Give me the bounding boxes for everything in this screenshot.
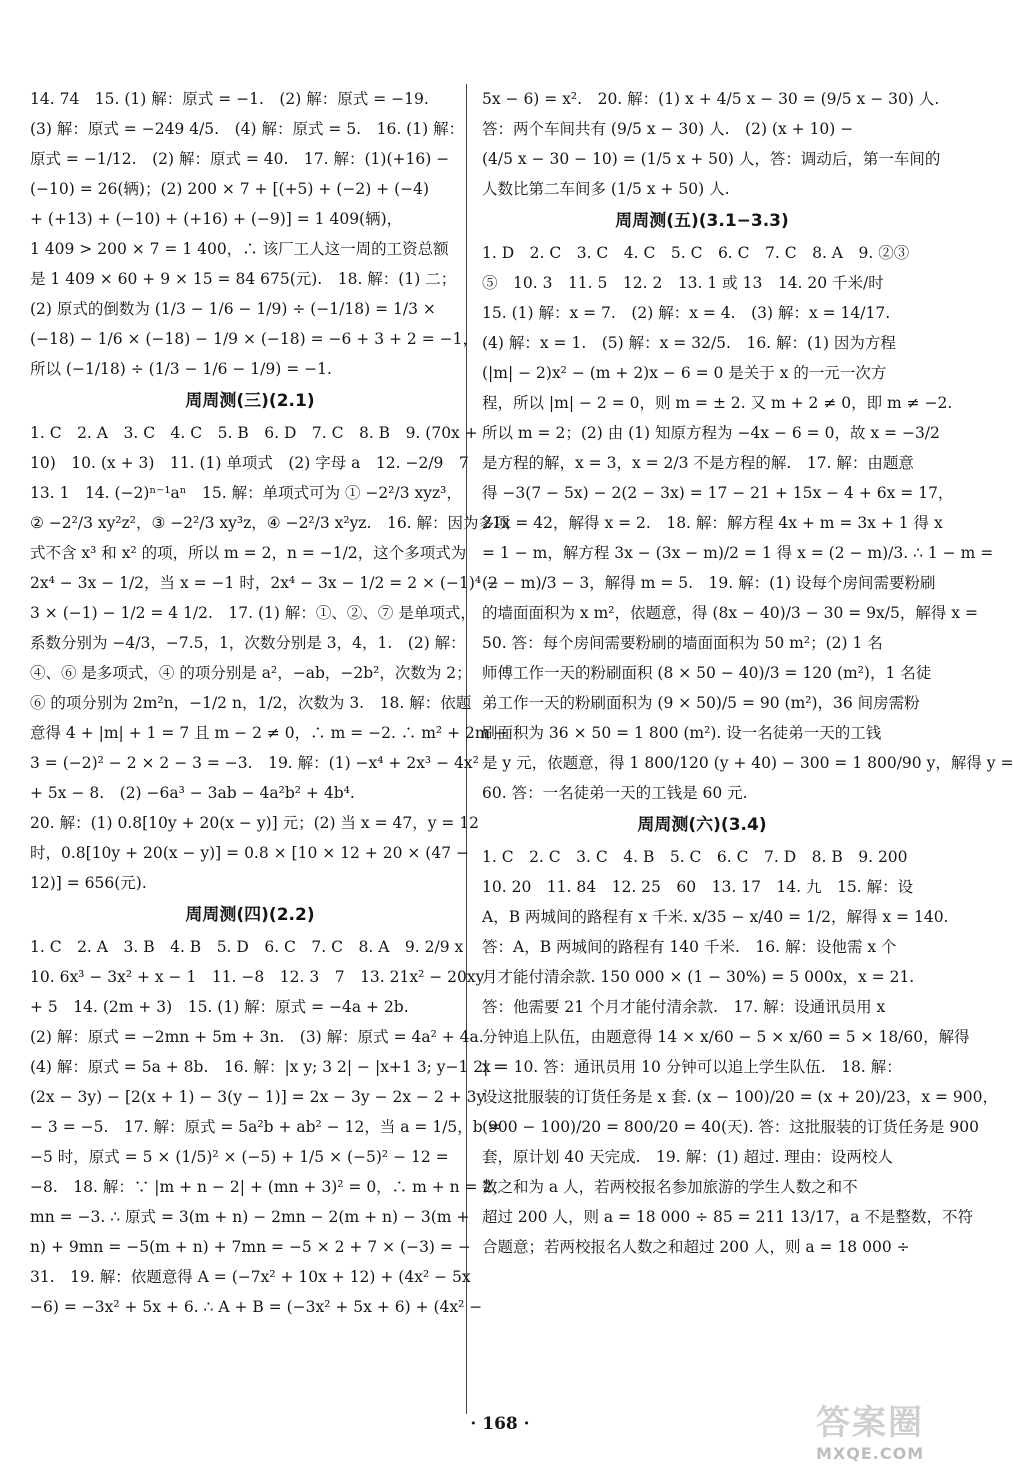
answer-line: (4) 解：原式 = 5a + 8b. 16. 解：|x y; 3 2| − |x+1 3; y−1 2| = <box>30 1058 507 1076</box>
watermark-logo-text: 答案圈 <box>816 1403 924 1443</box>
answer-line: 式不含 x³ 和 x² 的项，所以 m = 2，n = −1/2，这个多项式为 <box>30 544 467 562</box>
answer-line: 套，原计划 40 天完成. 19. 解：(1) 超过. 理由：设两校人 <box>482 1148 893 1166</box>
answer-line: 合题意；若两校报名人数之和超过 200 人，则 a = 18 000 ÷ <box>482 1238 910 1256</box>
answer-line: (2 − m)/3 − 3，解得 m = 5. 19. 解：(1) 设每个房间需要粉刷 <box>482 574 936 592</box>
answer-line: 是 1 409 × 60 + 9 × 15 = 84 675(元). 18. 解：(1) 二； <box>30 270 457 288</box>
answer-line: 答：他需要 21 个月才能付清余款. 17. 解：设通讯员用 x <box>482 998 886 1016</box>
answer-line: −6) = −3x² + 5x + 6. ∴ A + B = (−3x² + 5x + 6) + (4x² − <box>30 1298 483 1316</box>
answer-line: 10) 10. (x + 3) 11. (1) 单项式 (2) 字母 a 12. −2/9 7 <box>30 454 469 472</box>
answer-line: (4) 解：x = 1. (5) 解：x = 32/5. 16. 解：(1) 因为方程 <box>482 334 896 352</box>
answer-line: 12)] = 656(元). <box>30 874 147 892</box>
answer-line: (900 − 100)/20 = 800/20 = 40(天). 答：这批服装的订货任务是 900 <box>482 1118 979 1136</box>
answer-line: 1. C 2. A 3. B 4. B 5. D 6. C 7. C 8. A 9. 2/9 x <box>30 938 464 956</box>
answer-line: 3 × (−1) − 1/2 = 4 1/2. 17. (1) 解：①、②、⑦ 是单项式， <box>30 604 476 622</box>
section-heading: 周周测(四)(2.2) <box>185 905 315 925</box>
answer-line: −5 时，原式 = 5 × (1/5)² × (−5) + 1/5 × (−5)² − 12 = <box>30 1148 449 1166</box>
answer-line: 答：A，B 两城间的路程有 140 千米. 16. 解：设他需 x 个 <box>482 938 897 956</box>
section-heading: 周周测(五)(3.1−3.3) <box>615 211 789 231</box>
answer-line: ② −2²/3 xy²z²，③ −2²/3 xy³z，④ −2²/3 x²yz. 16. 解：因为多项 <box>30 514 510 532</box>
answer-line: A，B 两城间的路程有 x 千米. x/35 − x/40 = 1/2，解得 x = 140. <box>482 908 949 926</box>
answer-line: n) + 9mn = −5(m + n) + 7mn = −5 × 2 + 7 × (−3) = − <box>30 1238 471 1256</box>
answer-line: ⑤ 10. 3 11. 5 12. 2 13. 1 或 13 14. 20 千米/时 <box>482 274 884 292</box>
answer-line: (−10) = 26(辆)；(2) 200 × 7 + [(+5) + (−2) + (−4) <box>30 180 430 198</box>
answer-line: 3 = (−2)² − 2 × 2 − 3 = −3. 19. 解：(1) −x⁴ + 2x³ − 4x² <box>30 754 479 772</box>
answer-line: = 1 − m，解方程 3x − (3x − m)/2 = 1 得 x = (2 − m)/3. ∴ 1 − m = <box>482 544 994 562</box>
answer-line: x = 10. 答：通讯员用 10 分钟可以追上学生队伍. 18. 解： <box>482 1058 902 1076</box>
answer-line: 程，所以 |m| − 2 = 0，则 m = ± 2. 又 m + 2 ≠ 0，即 m ≠ −2. <box>482 394 953 412</box>
answer-line: 10. 6x³ − 3x² + x − 1 11. −8 12. 3 7 13. 21x² − 20xy <box>30 968 485 986</box>
left-column <box>30 84 510 1322</box>
section-heading: 周周测(六)(3.4) <box>637 815 767 835</box>
answer-line: 21x = 42，解得 x = 2. 18. 解：解方程 4x + m = 3x + 1 得 x <box>482 514 943 532</box>
answer-line: − 3 = −5. 17. 解：原式 = 5a²b + ab² − 12，当 a = 1/5，b = <box>30 1118 501 1136</box>
answer-line: 31. 19. 解：依题意得 A = (−7x² + 10x + 12) + (4x² − 5x <box>30 1268 471 1286</box>
watermark-logo <box>816 1395 986 1463</box>
answer-line: ④、⑥ 是多项式，④ 的项分别是 a²，−ab，−2b²，次数为 2； <box>30 664 472 682</box>
answer-line: 人数比第二车间多 (1/5 x + 50) 人. <box>482 180 730 198</box>
answer-line: (4/5 x − 30 − 10) = (1/5 x + 50) 人，答：调动后，第一车间的 <box>482 150 941 168</box>
answer-line: (−18) − 1/6 × (−18) − 1/9 × (−18) = −6 + 3 + 2 = −1， <box>30 330 478 348</box>
right-column <box>482 84 1013 1262</box>
answer-line: 1. C 2. A 3. C 4. C 5. B 6. D 7. C 8. B 9. (70x + <box>30 424 478 442</box>
answer-line: 1. C 2. C 3. C 4. B 5. C 6. C 7. D 8. B 9. 200 <box>482 848 908 866</box>
answer-line: (2) 解：原式 = −2mn + 5m + 3n. (3) 解：原式 = 4a² + 4a. <box>30 1028 484 1046</box>
answer-line: 15. (1) 解：x = 7. (2) 解：x = 4. (3) 解：x = 14/17. <box>482 304 891 322</box>
answer-line: ⑥ 的项分别为 2m²n，−1/2 n，1/2，次数为 3. 18. 解：依题 <box>30 694 472 712</box>
answer-line: 60. 答：一名徒弟一天的工钱是 60 元. <box>482 784 748 802</box>
answer-line: 1 409 > 200 × 7 = 1 400，∴ 该厂工人这一周的工资总额 <box>30 240 449 258</box>
answer-line: 所以 (−1/18) ÷ (1/3 − 1/6 − 1/9) = −1. <box>30 360 332 378</box>
answer-line: + 5x − 8. (2) −6a³ − 3ab − 4a²b² + 4b⁴. <box>30 784 355 802</box>
answer-line: 设这批服装的订货任务是 x 套. (x − 100)/20 = (x + 20)/23，x = 900， <box>482 1088 999 1106</box>
answer-line: 意得 4 + |m| + 1 = 7 且 m − 2 ≠ 0，∴ m = −2. ∴ m² + 2m − <box>30 724 508 742</box>
answer-line: 2x⁴ − 3x − 1/2，当 x = −1 时，2x⁴ − 3x − 1/2 = 2 × (−1)⁴ − <box>30 574 499 592</box>
answer-line: 分钟追上队伍，由题意得 14 × x/60 − 5 × x/60 = 5 × 18/60，解得 <box>482 1028 970 1046</box>
section-heading: 周周测(三)(2.1) <box>185 391 315 411</box>
answer-line: 弟工作一天的粉刷面积为 (9 × 50)/5 = 90 (m²)，36 间房需粉 <box>482 694 920 712</box>
answer-line: (3) 解：原式 = −249 4/5. (4) 解：原式 = 5. 16. (1) 解： <box>30 120 465 138</box>
answer-line: 13. 1 14. (−2)ⁿ⁻¹aⁿ 15. 解：单项式可为 ① −2²/3 xyz³， <box>30 484 462 502</box>
answer-line: + 5 14. (2m + 3) 15. (1) 解：原式 = −4a + 2b. <box>30 998 409 1016</box>
answer-line: 月才能付清余款. 150 000 × (1 − 30%) = 5 000x，x = 21. <box>482 968 915 986</box>
answer-line: 1. D 2. C 3. C 4. C 5. C 6. C 7. C 8. A 9. ②③ <box>482 244 910 262</box>
answer-line: 10. 20 11. 84 12. 25 60 13. 17 14. 九 15. 解：设 <box>482 878 914 896</box>
answer-line: 原式 = −1/12. (2) 解：原式 = 40. 17. 解：(1)(+16) − <box>30 150 450 168</box>
answer-line: −8. 18. 解：∵ |m + n − 2| + (mn + 3)² = 0，∴ m + n = 2， <box>30 1178 508 1196</box>
answer-line: mn = −3. ∴ 原式 = 3(m + n) − 2mn − 2(m + n) − 3(m + <box>30 1208 470 1226</box>
answer-line: + (+13) + (−10) + (+16) + (−9)] = 1 409(辆)， <box>30 210 403 228</box>
answer-line: 答：两个车间共有 (9/5 x − 30) 人. (2) (x + 10) − <box>482 120 854 138</box>
answer-line: (2x − 3y) − [2(x + 1) − 3(y − 1)] = 2x − 3y − 2x − 2 + 3y <box>30 1088 486 1106</box>
answer-line: 系数分别为 −4/3，−7.5，1，次数分别是 3，4，1. (2) 解： <box>30 634 466 652</box>
answer-line: 是 y 元，依题意，得 1 800/120 (y + 40) − 300 = 1 800/90 y，解得 y = <box>482 754 1013 772</box>
answer-line: 是方程的解，x = 3，x = 2/3 不是方程的解. 17. 解：由题意 <box>482 454 914 472</box>
answer-line: 刷面积为 36 × 50 = 1 800 (m²). 设一名徒弟一天的工钱 <box>482 724 882 742</box>
answer-line: 20. 解：(1) 0.8[10y + 20(x − y)] 元；(2) 当 x = 47，y = 12 <box>30 814 480 832</box>
watermark-url: MXQE.COM <box>816 1444 925 1463</box>
answer-line: 所以 m = 2；(2) 由 (1) 知原方程为 −4x − 6 = 0，故 x = −3/2 <box>482 424 940 442</box>
answer-line: 数之和为 a 人，若两校报名参加旅游的学生人数之和不 <box>482 1178 858 1196</box>
answer-line: 50. 答：每个房间需要粉刷的墙面面积为 50 m²；(2) 1 名 <box>482 634 883 652</box>
answer-line: 超过 200 人，则 a = 18 000 ÷ 85 = 211 13/17，a 不是整数，不符 <box>482 1208 973 1226</box>
answer-line: 时，0.8[10y + 20(x − y)] = 0.8 × [10 × 12 + 20 × (47 − <box>30 844 469 862</box>
answer-line: (2) 原式的倒数为 (1/3 − 1/6 − 1/9) ÷ (−1/18) = 1/3 × <box>30 300 436 318</box>
answer-line: 5x − 6) = x². 20. 解：(1) x + 4/5 x − 30 = (9/5 x − 30) 人. <box>482 90 940 108</box>
answer-line: 得 −3(7 − 5x) − 2(2 − 3x) = 17 − 21 + 15x − 4 + 6x = 17， <box>482 484 954 502</box>
answer-line: 师傅工作一天的粉刷面积 (8 × 50 − 40)/3 = 120 (m²)，1 名徒 <box>482 664 932 682</box>
page-number: · 168 · <box>470 1414 530 1434</box>
answer-line: (|m| − 2)x² − (m + 2)x − 6 = 0 是关于 x 的一元一次方 <box>482 364 887 382</box>
answer-line: 的墙面面积为 x m²，依题意，得 (8x − 40)/3 − 30 = 9x/5，解得 x = <box>482 604 978 622</box>
answer-line: 14. 74 15. (1) 解：原式 = −1. (2) 解：原式 = −19. <box>30 90 429 108</box>
